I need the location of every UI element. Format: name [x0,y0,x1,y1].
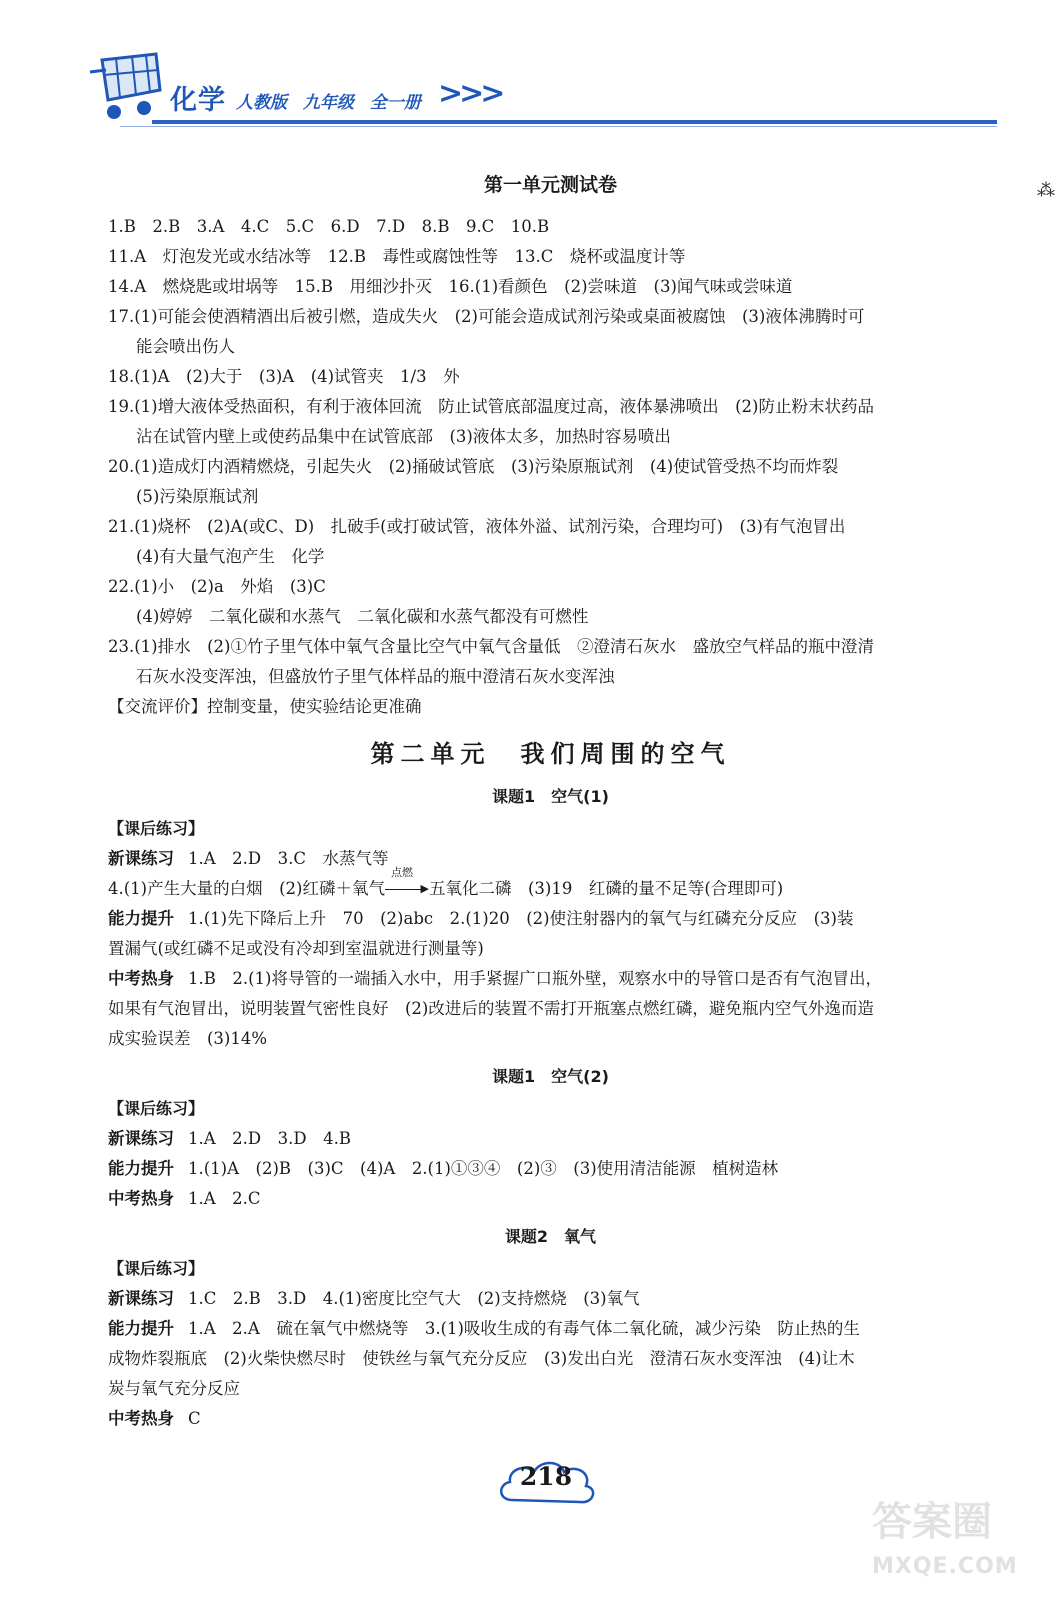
category-label: 新课练习 [108,1289,174,1308]
unit1-line: 23.(1)排水 (2)①竹子里气体中氧气含量比空气中氧气含量低 ②澄清石灰水 盛放空气样品的瓶中澄清 [108,637,874,656]
answer-line: 能力提升 1.(1)先下降后上升 70 (2)abc 2.(1)20 (2)使注射器内的氧气与红磷充分反应 (3)装 [108,909,854,928]
answer-line: 成实验误差 (3)14% [108,1029,268,1048]
lesson-title: 课题1 空气(2) [492,1067,609,1086]
reaction-condition: 点燃 [391,865,413,879]
answer-line: 成物炸裂瓶底 (2)火柴快燃尽时 使铁丝与氧气充分反应 (3)发出白光 澄清石灰水变浑浊 (4)让木 [108,1349,855,1368]
category-label: 能力提升 [108,909,174,928]
page-edge-mark: ⁂ [1037,180,1055,201]
unit1-line: 21.(1)烧杯 (2)A(或C、D) 扎破手(或打破试管，液体外溢、试剂污染，合理均可) (3)有气泡冒出 [108,517,846,536]
answer-line: 能力提升 1.A 2.A 硫在氧气中燃烧等 3.(1)吸收生成的有毒气体二氧化硫，减少污染 防止热的生 [108,1319,860,1338]
watermark-url: MXQE.COM [872,1554,1018,1579]
unit1-line: 能会喷出伤人 [136,337,235,356]
answer-line: 炭与氧气充分反应 [108,1379,240,1398]
answer-line: 新课练习 1.A 2.D 3.C 水蒸气等 [108,849,389,868]
unit1-line: (4)婷婷 二氧化碳和水蒸气 二氧化碳和水蒸气都没有可燃性 [136,607,589,626]
header-divider-thin [120,126,997,127]
unit1-line: 22.(1)小 (2)a 外焰 (3)C [108,577,326,596]
unit1-line: 沾在试管内壁上或使药品集中在试管底部 (3)液体太多，加热时容易喷出 [136,427,671,446]
watermark-logo-text: 答案圈 [872,1499,992,1545]
watermark [872,1490,1052,1600]
category-label: 能力提升 [108,1159,174,1178]
unit1-line: 18.(1)A (2)大于 (3)A (4)试管夹 1/3 外 [108,367,460,386]
unit1-line: (4)有大量气泡产生 化学 [136,547,325,566]
unit2-title: 第二单元 我们周围的空气 [370,739,731,768]
lesson-title: 课题2 氧气 [504,1227,597,1246]
reaction-arrow-icon: 点燃 ▶ [385,883,429,897]
page-number: 218 [519,1462,573,1491]
lesson-title: 课题1 空气(1) [492,787,609,806]
unit1-line: 17.(1)可能会使酒精酒出后被引燃，造成失火 (2)可能会造成试剂污染或桌面被腐蚀 (3)液体沸腾时可 [108,307,865,326]
section-heading: 【课后练习】 [108,1099,205,1118]
unit1-line: 20.(1)造成灯内酒精燃烧，引起失火 (2)捅破试管底 (3)污染原瓶试剂 (4)使试管受热不均而炸裂 [108,457,839,476]
category-label: 新课练习 [108,849,174,868]
answer-line: 新课练习 1.C 2.B 3.D 4.(1)密度比空气大 (2)支持燃烧 (3)氧气 [108,1289,640,1308]
book-info [236,88,431,113]
unit1-line: 14.A 燃烧匙或坩埚等 15.B 用细沙扑灭 16.(1)看颜色 (2)尝味道 (3)闻气味或尝味道 [108,277,793,296]
category-label: 能力提升 [108,1319,174,1338]
answer-line: 置漏气(或红磷不足或没有冷却到室温就进行测量等) [108,939,484,958]
category-label: 新课练习 [108,1129,174,1148]
header-arrows-icon: >>> [438,76,502,111]
answer-line: 中考热身 1.A 2.C [108,1189,261,1208]
volume-label: 全一册 [369,93,421,113]
category-label: 中考热身 [108,969,174,988]
unit1-line: 【交流评价】控制变量，使实验结论更准确 [108,697,422,716]
category-label: 中考热身 [108,1409,174,1428]
answer-line: 中考热身 1.B 2.(1)将导管的一端插入水中，用手紧握广口瓶外壁，观察水中的导管口是否有气泡冒出， [108,969,882,988]
unit1-line: 1.B 2.B 3.A 4.C 5.C 6.D 7.D 8.B 9.C 10.B [108,217,550,236]
section-heading: 【课后练习】 [108,819,205,838]
shopping-cart-logo-icon [88,50,166,128]
subject-title: 化学 [170,85,226,116]
answer-line: 中考热身 C [108,1409,201,1428]
unit1-line: 19.(1)增大液体受热面积，有利于液体回流 防止试管底部温度过高，液体暴沸喷出 (2)防止粉末状药品 [108,397,874,416]
answer-line: 能力提升 1.(1)A (2)B (3)C (4)A 2.(1)①③④ (2)③ (3)使用清洁能源 植树造林 [108,1159,779,1178]
unit1-line: (5)污染原瓶试剂 [136,487,259,506]
answer-line: 如果有气泡冒出，说明装置气密性良好 (2)改进后的装置不需打开瓶塞点燃红磷，避免瓶内空气外逸而造 [108,999,874,1018]
edition-label: 人教版 [236,93,287,113]
page-number-badge [494,1450,598,1512]
answer-line: 新课练习 1.A 2.D 3.D 4.B [108,1129,351,1148]
answer-content [108,170,993,1434]
header-divider [152,120,997,124]
unit1-line: 11.A 灯泡发光或水结冰等 12.B 毒性或腐蚀性等 13.C 烧杯或温度计等 [108,247,686,266]
answer-line: 4.(1)产生大量的白烟 (2)红磷＋氧气 点燃 ▶ 五氧化二磷 (3)19 红磷的量不足等(合理即可) [108,865,784,898]
unit1-line: 石灰水没变浑浊，但盛放竹子里气体样品的瓶中澄清石灰水变浑浊 [136,667,615,686]
section-heading: 【课后练习】 [108,1259,205,1278]
unit1-title: 第一单元测试卷 [483,174,617,196]
page-header [0,0,1059,140]
category-label: 中考热身 [108,1189,174,1208]
grade-label: 九年级 [302,93,354,113]
